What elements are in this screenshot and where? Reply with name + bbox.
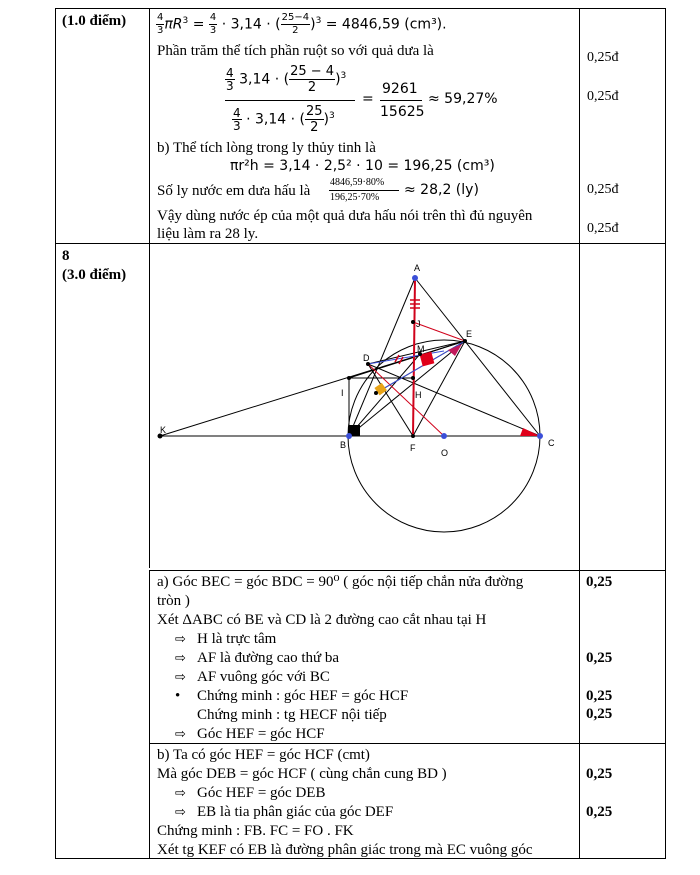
row8-number: 8 [62, 248, 70, 264]
point-h [411, 376, 415, 380]
table-left-border [55, 8, 56, 859]
point-j [411, 320, 415, 324]
cups-label: Số ly nước em dưa hấu là [157, 183, 311, 199]
cups-result: ≈ 28,2 (ly) [404, 182, 479, 198]
ratio-result-percent: ≈ 59,27% [428, 91, 498, 107]
row8-score-a1: 0,25 [586, 574, 613, 590]
part-a-line-3: Xét ΔABC có BE và CD là 2 đường cao cắt nhau tại H [157, 612, 487, 628]
implies-arrow-icon: ⇨ [175, 727, 186, 742]
implies-arrow-icon: ⇨ [175, 786, 186, 801]
row7-points: (1.0 điểm) [62, 13, 127, 29]
label-b: B [340, 440, 347, 450]
ratio-bottom-num: 25 [305, 104, 323, 119]
label-j: J [416, 319, 421, 329]
part-a-line-4: ⇨ H là trực tâm [175, 631, 277, 647]
label-h: H [415, 390, 422, 400]
sphere-volume-result: = 4846,59 (cm³). [325, 16, 447, 33]
answer-sheet-page: (1.0 điểm) $\frac{4}{3}$ $\pi R^3$ = $\frac{4}{3}$ · 3,14 · ( $\frac{25-4}{2}$ )$^3$ = 4846,59 (cm³). Phần trăm thể tích phần ruột so với quả dưa là $\frac{4}{3}$ 3,14 · ( $\frac{25 - 4}{2}$ )$^3$ $\frac{4}{3}$ · 3,14 · ( $\frac{25}{2}$ )$^3$ = 9261 15625 ≈ 59,27% b) Thể tích lòng trong ly thủy tinh là πr²h = 3,14 · 2,5² · 10 = 196,25 (cm³) Số ly nước em dưa hấu là 4846,59·80% 196,25·70% ≈ 28,2 (ly) Vậy dùng nước ép của một quả dưa hấu nói trên thì đủ nguyên liệu làm ra 28 ly. 0,25đ 0,25đ 0,25đ 0,25đ 8 (3.0 điểm) A J E D M I H K B F O C a) Góc BEC = góc BDC = 90⁰ ( góc nội tiếp chắn nửa đường tròn ) Xét ΔABC có BE và CD là 2 đường cao cắt nhau tại H ⇨ H là trực tâm ⇨ AF là đường cao thứ ba ⇨ AF vuông góc với BC • Chứng minh : góc HEF = góc HCF Chứng minh : tg HECF nội tiếp ⇨ Góc HEF = góc HCF 0,25 0,25 0,25 0,25 b) Ta có góc HEF = góc HCF (cmt) Mà góc DEB = góc HCF ( cùng chắn cung BD ) ⇨ Góc HEF = góc DEB ⇨ EB là tia phân giác của góc DEF Chứng minh : FB. FC = FO . FK Xét tg KEF có EB là đường phân giác trong mà EC vuông góc 0,25 0,25 [0, 0, 700, 875]
point-b [346, 433, 352, 439]
label-m: M [417, 344, 425, 354]
row7-score-3: 0,25đ [587, 182, 619, 197]
row7-score-2: 0,25đ [587, 89, 619, 104]
point-n [374, 391, 378, 395]
part-a-line-8: Chứng minh : tg HECF nội tiếp [197, 707, 387, 723]
column-divider-1-lower [149, 570, 150, 859]
row8-score-a3: 0,25 [586, 688, 613, 704]
point-e [463, 339, 467, 343]
part-a-line-6: ⇨ AF vuông góc với BC [175, 669, 330, 685]
label-a: A [414, 263, 421, 273]
part-b-line-6: Xét tg KEF có EB là đường phân giác trong mà EC vuông góc [157, 842, 533, 858]
label-o: O [441, 448, 449, 458]
ratio-result-den: 15625 [380, 104, 425, 120]
percent-intro: Phần trăm thể tích phần ruột so với quả dưa là [157, 43, 434, 59]
line-ab [349, 278, 415, 436]
row7-score-1: 0,25đ [587, 50, 619, 65]
row8-score-a2: 0,25 [586, 650, 613, 666]
part-a-line-5: ⇨ AF là đường cao thứ ba [175, 650, 340, 666]
implies-arrow-icon: ⇨ [175, 651, 186, 666]
part-a-line-9: ⇨ Góc HEF = góc HCF [175, 726, 325, 742]
part-b-line-2: Mà góc DEB = góc HCF ( cùng chắn cung BD ) [157, 766, 447, 782]
ratio-top-den: 2 [307, 80, 317, 95]
label-c: C [548, 438, 555, 448]
label-i: I [341, 388, 344, 398]
row-divider-figure [149, 570, 666, 571]
implies-arrow-icon: ⇨ [175, 670, 186, 685]
point-c [537, 433, 543, 439]
part-b-intro: b) Thể tích lòng trong ly thủy tinh là [157, 140, 376, 156]
cups-num: 4846,59·80% [330, 177, 385, 188]
implies-arrow-icon: ⇨ [175, 632, 186, 647]
table-top-border [55, 8, 666, 9]
geometry-figure [150, 244, 579, 570]
row8-points: (3.0 điểm) [62, 267, 127, 283]
conclusion-line-1: Vậy dùng nước ép của một quả dưa hấu nói trên thì đủ nguyên [157, 208, 533, 224]
column-divider-2 [579, 8, 580, 859]
part-a-line-7: • Chứng minh : góc HEF = góc HCF [175, 688, 409, 704]
implies-arrow-icon: ⇨ [175, 805, 186, 820]
cylinder-volume: πr²h = 3,14 · 2,5² · 10 = 196,25 (cm³) [230, 158, 495, 174]
label-k: K [160, 425, 167, 435]
sphere-volume-formula: $\frac{4}{3}$ $\pi R^3$ = $\frac{4}{3}$ · 3,14 · ( $\frac{25-4}{2}$ )$^3$ = 4846,59 (cm³). [157, 12, 447, 36]
bullet-icon: • [175, 688, 181, 704]
row8-score-b2: 0,25 [586, 804, 613, 820]
point-i [347, 376, 351, 380]
row8-score-a4: 0,25 [586, 706, 613, 722]
point-o [441, 433, 447, 439]
part-b-line-3: ⇨ Góc HEF = góc DEB [175, 785, 326, 801]
line-ac [415, 278, 540, 436]
label-d: D [363, 353, 370, 363]
point-f [411, 434, 415, 438]
part-b-line-1: b) Ta có góc HEF = góc HCF (cmt) [157, 747, 370, 763]
row8-score-b1: 0,25 [586, 766, 613, 782]
part-b-line-4: ⇨ EB là tia phân giác của góc DEF [175, 804, 394, 820]
cups-den: 196,25·70% [330, 192, 380, 203]
part-a-line-2: tròn ) [157, 593, 190, 609]
ratio-top-num: 25 − 4 [290, 64, 335, 79]
row7-score-4: 0,25đ [587, 221, 619, 236]
ratio-result-num: 9261 [382, 81, 418, 97]
ratio-bottom-lhs: · 3,14 · ( [246, 111, 305, 128]
point-a [412, 275, 418, 281]
conclusion-line-2: liệu làm ra 28 ly. [157, 226, 259, 242]
table-right-border [665, 8, 666, 859]
label-f: F [410, 443, 416, 453]
label-e: E [466, 329, 473, 339]
altitude-af [413, 278, 415, 436]
part-b-line-5: Chứng minh : FB. FC = FO . FK [157, 823, 354, 839]
ratio-top-lhs: 3,14 · ( [239, 71, 290, 88]
line-dc [368, 364, 540, 436]
part-a-line-1: a) Góc BEC = góc BDC = 90⁰ ( góc nội tiếp chắn nửa đường [157, 574, 524, 590]
